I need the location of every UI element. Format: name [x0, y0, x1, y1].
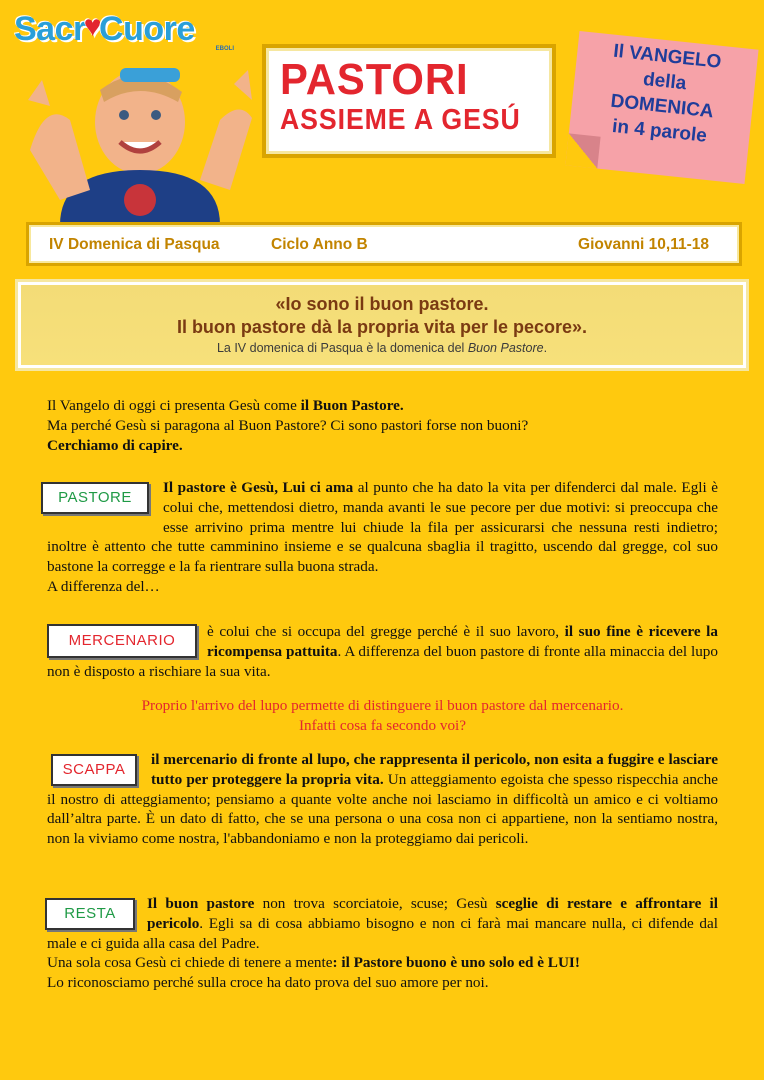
- quote-line-1: «Io sono il buon pastore.: [275, 294, 489, 314]
- note-line-3: DOMENICA: [609, 90, 715, 123]
- boy-thumbs-up-illustration: [20, 60, 260, 225]
- logo-subtitle: EBOLI: [215, 46, 234, 52]
- title-box: [262, 44, 556, 158]
- sacro-cuore-logo: [14, 10, 244, 54]
- resta-section: RESTA Il buon pastore non trova scorciatoie, scuse; Gesù sceglie di restare e affrontare il pericolo. Egli sa di cosa abbiamo bisogno e non ci farà mai mancare nulla, ci difende dal male e ci guida alla casa del Padre. Una sola cosa Gesù ci chiede di tenere a mente: il Pastore buono è uno solo ed è LUI! Lo riconosciamo perché sulla croce ha dato prova del suo amore per noi.: [47, 895, 718, 992]
- sunday-label: IV Domenica di Pasqua: [49, 236, 220, 253]
- intro-line-1: Il Vangelo di oggi ci presenta Gesù come il Buon Pastore.: [47, 397, 404, 414]
- intro-line-3: Cerchiamo di capire.: [47, 436, 183, 454]
- question-text: [47, 696, 718, 736]
- note-line-1: Il VANGELO: [612, 40, 723, 73]
- heart-icon: ♥: [83, 10, 102, 43]
- quote-box: [18, 282, 746, 368]
- quote-line-2: Il buon pastore dà la propria vita per le pecore».: [176, 317, 588, 337]
- resta-line-3: Lo riconosciamo perché sulla croce ha dato prova del suo amore per noi.: [47, 974, 489, 992]
- cycle-label: Ciclo Anno B: [271, 236, 368, 253]
- question-line-2: Infatti cosa fa secondo voi?: [299, 716, 466, 734]
- logo-text: Sacr♥Cuore: [14, 10, 195, 48]
- intro-paragraph: [47, 396, 718, 455]
- mercenario-tag: MERCENARIO: [47, 624, 197, 658]
- pastore-section: PASTORE Il pastore è Gesù, Lui ci ama al punto che ha dato la vita per difenderci dal male. Egli è colui che, mettendosi dietro, manda avanti le sue pecore per due motivi: si preoccupa che esse arrivino prima mentre lui chiude la fila per assicurarsi che nessuna resti indietro; inoltre è attento che tutte camminino insieme e se qualcuna sbaglia il tragitto, uscendo dal gregge, col suo bastone la corregge e la fa rientrare sulla buona strada. A differenza del…: [47, 478, 718, 597]
- pastore-after: A differenza del…: [47, 577, 160, 595]
- gospel-reference: Giovanni 10,11-18: [578, 236, 709, 253]
- scappa-tag: SCAPPA: [51, 754, 137, 786]
- note-line-2: della: [642, 68, 688, 95]
- mercenario-section: MERCENARIO è colui che si occupa del gregge perché è il suo lavoro, il suo fine è ricevere la ricompensa pattuita. A differenza del buon pastore di fronte alla minaccia del lupo non è disposto a rischiare la sua vita.: [47, 623, 718, 680]
- sticky-note: [565, 31, 758, 184]
- quote-line-3: La IV domenica di Pasqua è la domenica del Buon Pastore.: [216, 341, 548, 355]
- scappa-section: SCAPPA il mercenario di fronte al lupo, che rappresenta il pericolo, non esita a fuggire e lasciare tutto per proteggere la propria vita. Un atteggiamento egoista che spesso rispecchia anche il nostro di atteggiamento; pensiamo a quante volte anche noi lasciamo in difficoltà un amico e ci voltiamo dall’altra parte. È un dato di fatto, che se una persona o una cosa non ci appartiene, non la sentiamo nostra, non la viviamo come nostra, l'abbandoniamo e non la proteggiamo dai pericoli.: [47, 751, 718, 848]
- pastore-tag: PASTORE: [41, 482, 149, 514]
- title-line-2: ASSIEME A GESÚ: [280, 104, 521, 136]
- note-line-4: in 4 parole: [611, 115, 708, 147]
- title-line-1: PASTORI: [280, 55, 469, 104]
- question-line-1: Proprio l'arrivo del lupo permette di distinguere il buon pastore dal mercenario.: [141, 697, 624, 714]
- resta-line-2: Una sola cosa Gesù ci chiede di tenere a mente: il Pastore buono è uno solo ed è LUI!: [47, 954, 580, 972]
- intro-line-2: Ma perché Gesù si paragona al Buon Pastore? Ci sono pastori forse non buoni?: [47, 416, 529, 434]
- info-bar: [26, 222, 742, 266]
- resta-tag: RESTA: [45, 898, 135, 930]
